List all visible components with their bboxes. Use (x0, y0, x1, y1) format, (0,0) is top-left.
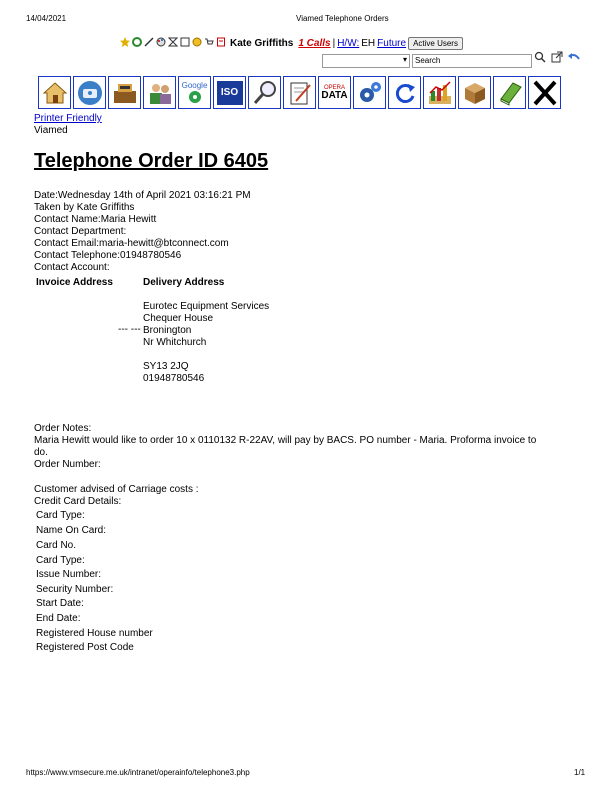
registered-house-number-label: Registered House number (36, 628, 153, 639)
page-title: Telephone Order ID 6405 (34, 150, 269, 172)
delivery-address-label: Delivery Address (143, 277, 225, 288)
iso-icon[interactable]: ISO (213, 76, 246, 109)
users-icon[interactable] (143, 76, 176, 109)
recycle-icon[interactable] (132, 37, 142, 50)
magnifier-small-icon[interactable] (534, 51, 546, 66)
credit-card-heading: Credit Card Details: (34, 496, 122, 507)
gears-icon[interactable] (353, 76, 386, 109)
card-number-label: Card No. (36, 540, 77, 551)
delivery-line: Chequer House (143, 313, 214, 324)
close-icon[interactable] (528, 76, 561, 109)
opera-data-icon[interactable]: OPERA DATA (318, 76, 351, 109)
carriage-note: Customer advised of Carriage costs : (34, 484, 199, 495)
contact-name: Contact Name:Maria Hewitt (34, 214, 157, 225)
notepad-icon[interactable] (283, 76, 316, 109)
taken-by: Taken by Kate Griffiths (34, 202, 135, 213)
print-url: https://www.vmsecure.me.uk/intranet/operainfo/telephone3.php (26, 768, 250, 777)
delivery-telephone: 01948780546 (143, 373, 205, 384)
card-type-label: Card Type: (36, 510, 85, 521)
invoice-address-label: Invoice Address (36, 277, 113, 288)
book-icon[interactable] (493, 76, 526, 109)
smiley-icon[interactable] (192, 37, 202, 50)
delivery-line: Nr Whitchurch (143, 337, 207, 348)
cash-register-icon[interactable] (108, 76, 141, 109)
contact-department: Contact Department: (34, 226, 127, 237)
registered-post-code-label: Registered Post Code (36, 642, 134, 653)
cart-icon[interactable] (204, 37, 214, 50)
phone-icon[interactable] (73, 76, 106, 109)
order-date: Date:Wednesday 14th of April 2021 03:16:21 PM (34, 190, 251, 201)
delivery-line: Eurotec Equipment Services (143, 301, 270, 312)
checkbox-icon[interactable] (180, 37, 190, 50)
delivery-line: Bronington (143, 325, 192, 336)
company-name: Viamed (34, 125, 68, 136)
hw-value: EH (361, 37, 376, 49)
pen-icon[interactable] (144, 37, 154, 50)
contact-telephone: Contact Telephone:01948780546 (34, 250, 182, 261)
start-date-label: Start Date: (36, 598, 84, 609)
contact-account: Contact Account: (34, 262, 110, 273)
document-icon[interactable] (216, 37, 226, 50)
card-type-label-2: Card Type: (36, 555, 85, 566)
order-notes-text-cont: do. (34, 447, 48, 458)
user-name: Kate Griffiths (230, 37, 294, 49)
box-icon[interactable] (458, 76, 491, 109)
external-link-icon[interactable] (551, 51, 563, 66)
refresh-icon[interactable] (388, 76, 421, 109)
chevron-down-icon: ▾ (402, 55, 407, 64)
hourglass-icon[interactable] (168, 37, 178, 50)
security-number-label: Security Number: (36, 584, 114, 595)
order-notes-text: Maria Hewitt would like to order 10 x 0110132 R-22AV, will pay by BACS. PO number - Maria. Proforma invoice to (34, 435, 537, 446)
order-number: Order Number: (34, 459, 101, 470)
back-arrow-icon[interactable] (567, 51, 581, 66)
separator: | (332, 37, 336, 49)
search-input[interactable]: Search (412, 54, 532, 68)
main-toolbar (38, 76, 561, 109)
delivery-postcode: SY13 2JQ (143, 361, 189, 372)
end-date-label: End Date: (36, 613, 81, 624)
contact-email: Contact Email:maria-hewitt@btconnect.com (34, 238, 229, 249)
issue-number-label: Issue Number: (36, 569, 102, 580)
print-date: 14/04/2021 (26, 14, 67, 23)
invoice-address-empty: --- --- (118, 324, 141, 335)
google-icon[interactable]: Google (178, 76, 211, 109)
print-page-number: 1/1 (574, 768, 586, 777)
palette-icon[interactable] (156, 37, 166, 50)
calls-link[interactable]: 1 Calls (298, 37, 331, 49)
order-notes-label: Order Notes: (34, 423, 92, 434)
future-link[interactable]: Future (377, 37, 407, 49)
star-icon[interactable] (120, 37, 130, 50)
active-users-button[interactable]: Active Users (408, 37, 463, 50)
chart-icon[interactable] (423, 76, 456, 109)
printer-friendly-link[interactable]: Printer Friendly (34, 113, 102, 124)
magnifier-icon[interactable] (248, 76, 281, 109)
dropdown-select[interactable] (322, 54, 410, 68)
home-icon[interactable] (38, 76, 71, 109)
hw-link[interactable]: H/W: (337, 37, 360, 49)
print-title: Viamed Telephone Orders (296, 14, 389, 23)
user-bar (120, 36, 463, 50)
name-on-card-label: Name On Card: (36, 525, 107, 536)
